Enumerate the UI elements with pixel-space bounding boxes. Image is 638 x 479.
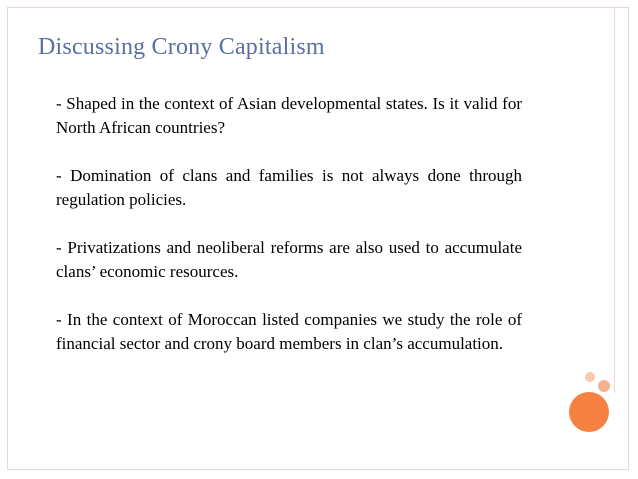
slide-title: Discussing Crony Capitalism xyxy=(38,34,325,60)
frame-right-divider xyxy=(614,8,615,393)
slide-body xyxy=(56,92,522,356)
bullet-moroccan-companies: - In the context of Moroccan listed companies we study the role of financial sector and crony board members in clan’s accumulation. xyxy=(56,310,522,353)
decorative-dot-large xyxy=(569,392,609,432)
decorative-dot-small xyxy=(585,372,595,382)
bullet-asian-developmental-states: - Shaped in the context of Asian developmental states. Is it valid for North African countries? xyxy=(56,94,522,137)
bullet-privatizations: - Privatizations and neoliberal reforms are also used to accumulate clans’ economic resources. xyxy=(56,238,522,281)
decorative-dot-medium xyxy=(598,380,610,392)
bullet-clans-families: - Domination of clans and families is not always done through regulation policies. xyxy=(56,166,522,209)
